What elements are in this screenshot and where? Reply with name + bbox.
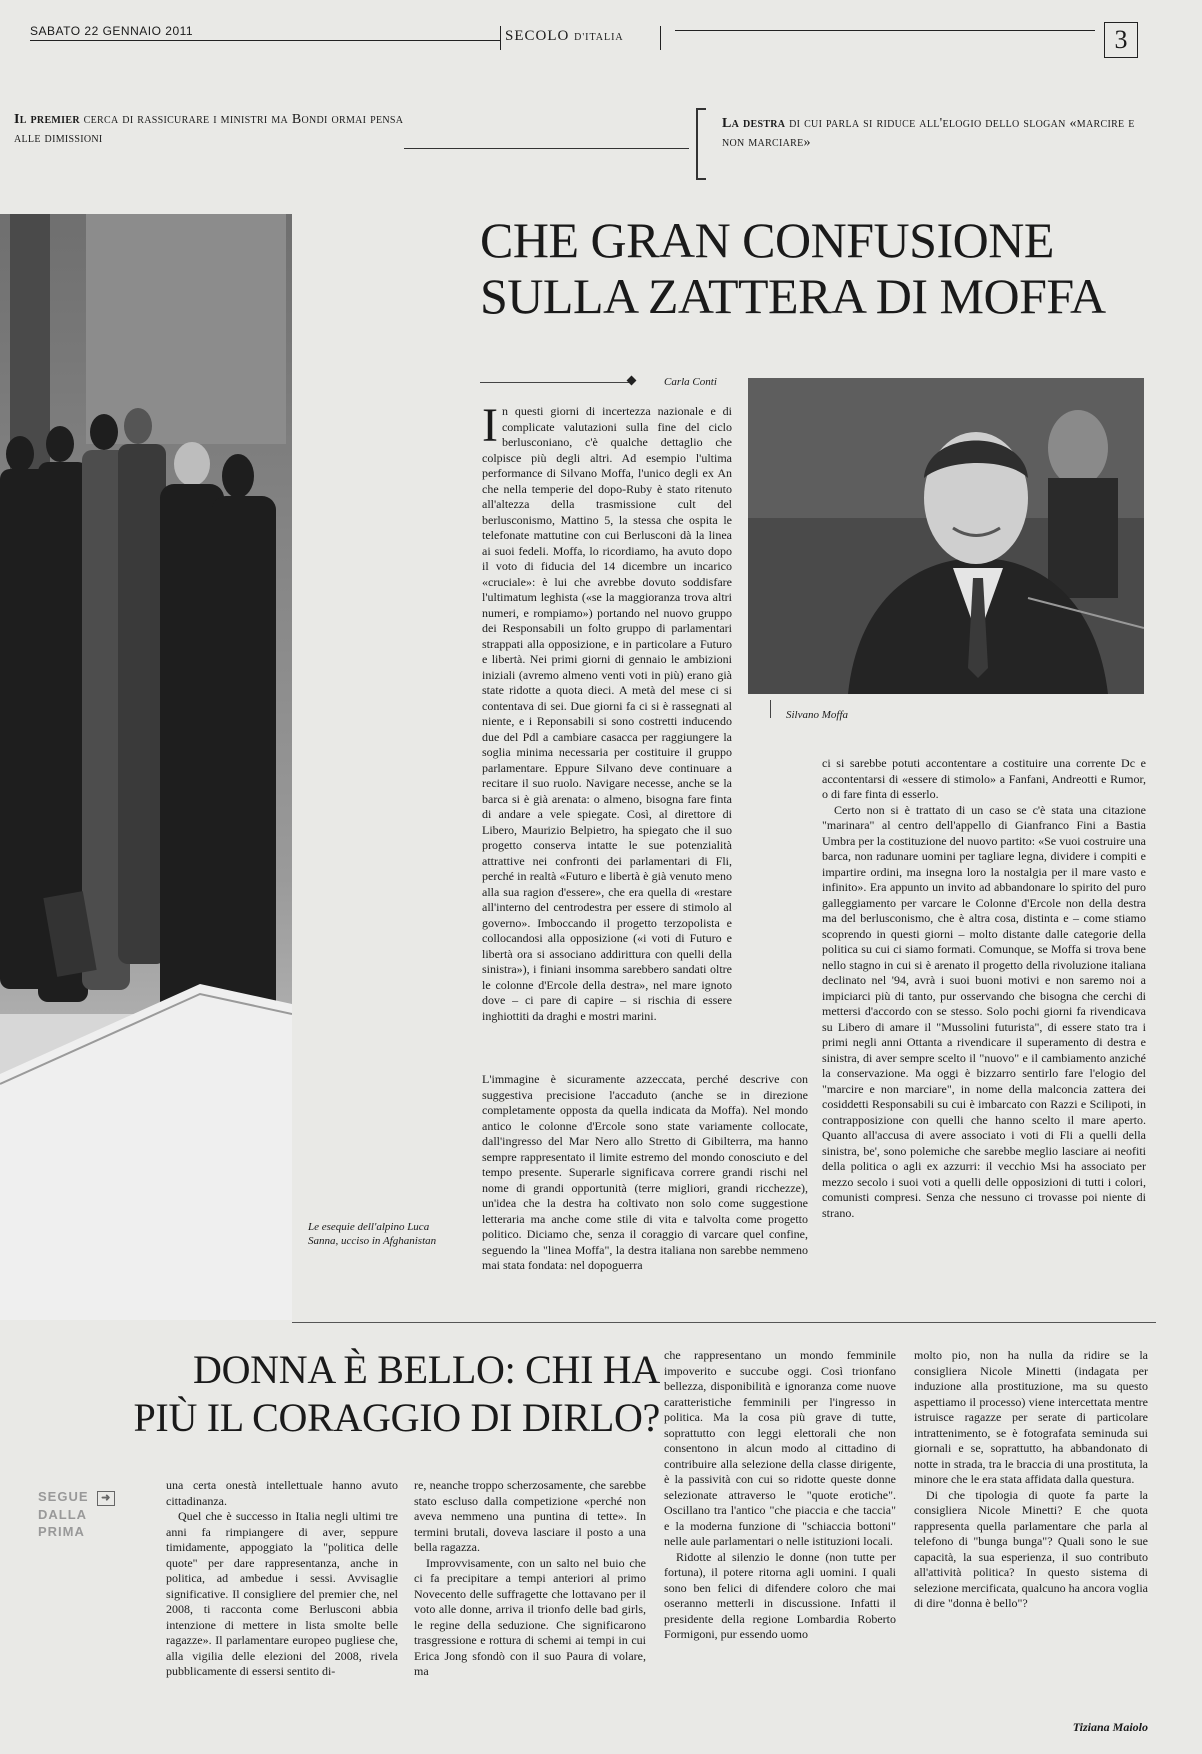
issue-date: SABATO 22 GENNAIO 2011 [30, 24, 194, 38]
byline-rule [480, 382, 630, 383]
kicker-divider [404, 148, 689, 149]
arrow-right-icon: ➜ [97, 1491, 115, 1506]
article1-headline-line1: CHE GRAN CONFUSIONE [480, 212, 1054, 268]
segue-word: SEGUE [38, 1489, 89, 1504]
dropcap: I [482, 399, 498, 452]
page-number: 3 [1104, 22, 1138, 58]
article2-headline [40, 1346, 660, 1442]
header-rule-left-tick [500, 26, 501, 50]
article2-col2-para1: re, neanche troppo scherzosamente, che sarebbe stato escluso dalla competizione «perché non aveva nemmeno una puntina di tette». In termini brutali, doveva lasciare il posto a una bella ragazza. [414, 1478, 646, 1554]
article1-col2-para2: Certo non si è trattato di un caso se c'è stata una citazione "marinara" al centro dell'appello di Gianfranco Fini a Bastia Umbra per la costituzione del nuovo partito: «Se vuoi costruire una barca, non radunare uomini per tagliare legna, dividere i compiti e impartire ordini, ma insegna loro la nostalgia per il mare vasto e infinito». Era appunto un invito ad abbandonare lo spirito del puro galleggiamento per varcare le Colonne d'Ercole non della destra ma del berlusconismo, che è altra cosa, distinta e – come stiamo scoprendo in questi giorni – molto distante dalle categorie della politica su cui ci siamo formati. Comunque, se Moffa si trova bene nello stagno in cui si è arenato il progetto della rivoluzione italiana declinato nel '94, avrà i suoi buoni motivi e non saremo noi a impiciarci più di tanto, pur osservando che bisogna che cerchi di mettersi d'accordo con se stesso. Solo pochi giorni fa rivendicava su Libero di amare il "Mussolini futurista", di essere stato tra i primi negli anni Ottanta a rivendicare il superamento di destra e sinistra, di aver sempre scelto il "nuovo" e il cambiamento anziché la conservazione. Ma oggi è bizzarro sentirlo fare l'elogio del "marcire e non marciare", in nome della malconcia zattera dei cosiddetti Responsabili su cui è imbarcato con Razzi e Scilipoti, in contrapposizione con quelli che hanno scelto il mare aperto. Quanto all'accusa di avere associato i voti di Fli a quelli della sinistra, be', sono polemiche che sarebbe meglio lasciare ai neofiti della politica o agli ex azzurri: il vecchio Msi ha associato per mezzo secolo i suoi voti a quelli delle opposizioni di tutti i colori, comunisti compresi. Senza che nessuno ci trovasse poi niente di strano. [822, 802, 1146, 1220]
article2-column-4 [914, 1348, 1148, 1612]
kicker-right-lead: La destra [722, 116, 786, 131]
segue-label [38, 1488, 115, 1540]
kicker-left-text: cerca di rassicurare i ministri ma Bondi ormai pensa alle dimissioni [14, 112, 404, 146]
moffa-photo-image [748, 378, 1144, 694]
section-divider [292, 1322, 1156, 1323]
article2-headline-line1: DONNA È BELLO: CHI HA [192, 1347, 660, 1392]
article2-col4-para2: Di che tipologia di quote fa parte la consigliera Nicole Minetti? E che quota rappresenta quella parlamentare che parla al telefono di "bunga bunga"? Quali sono le sue capacità, la sua esperienza, il suo contributo all'attività politica? In questo sistema di selezione mercificata, qualcuno ha ancora voglia di dire "donna è bello"? [914, 1487, 1148, 1610]
article1-col2-para1: ci si sarebbe potuti accontentare a costituire una corrente Dc e accontentarsi di «essere di stimolo» a Fanfani, Andreotti e Rumor, o di fare finta di esserlo. [822, 756, 1146, 801]
article1-column-2 [822, 756, 1146, 1221]
article2-col1-para1: una certa onestà intellettuale hanno avuto cittadinanza. [166, 1478, 398, 1508]
article2-column-1 [166, 1478, 398, 1680]
moffa-photo [748, 378, 1144, 694]
byline-diamond [627, 376, 637, 386]
article1-column-1b [482, 1072, 808, 1274]
moffa-photo-caption: Silvano Moffa [786, 709, 849, 721]
newspaper-title [505, 28, 624, 45]
article1-byline: Carla Conti [664, 376, 717, 388]
kicker-left [14, 110, 404, 148]
article2-column-2 [414, 1478, 646, 1680]
newspaper-title-small: D'ITALIA [574, 32, 624, 43]
kicker-right-text: di cui parla si riduce all'elogio dello slogan «marcire e non marciare» [722, 116, 1135, 150]
article2-signature: Tiziana Maiolo [1072, 1720, 1148, 1734]
article2-col2-para2: Improvvisamente, con un salto nel buio che ci fa precipitare a tempi anteriori al primo Novecento delle suffragette che lottavano per il voto alle donne, arriva il trionfo delle bad girls, le regine della seduzione. Che significarono trasgressione e rottura di schemi ai tempi in cui Erica Jong sfondò con il suo Paura di volare, ma [414, 1555, 646, 1678]
article1-col1-para1 [482, 399, 732, 1024]
article2-col3-para1: che rappresentano un mondo femminile impoverito e succube oggi. Così trionfano bellezza, disponibilità e ignoranza come nuove caratteristiche femminili per l'ingresso in politica. Ma la cosa più grave di tutte, soprattutto con leggi elettorali che non consentono in alcun modo al cittadino di contribuire alla selezione della classe dirigente, è la passività con cui so ridotte queste donne selezionate attraverso le "quote erotiche". Oscillano tra l'antico "che piaccia e che taccia" e la moderna funzione di "schiaccia bottoni" nelle aule parlamentari o nelle istituzioni locali. [664, 1348, 896, 1548]
segue-line3: PRIMA [38, 1524, 85, 1539]
funeral-photo-caption: Le esequie dell'alpino Luca Sanna, ucciso in Afghanistan [308, 1221, 437, 1247]
article2-column-3 [664, 1348, 896, 1643]
article2-col4-para1: molto pio, non ha nulla da ridire se la consigliera Nicole Minetti (indagata per induzione alla prostituzione, ma su questo aspettiamo il processo) viene intercettata mentre istruisce ragazze per serate di particolare intrattenimento, se è fotografata seminuda sui giornali e se, soprattutto, ha abbandonato di notte in strada, tra le braccia di una prostituta, la minore che le era stata affidata dalla questura. [914, 1348, 1148, 1486]
funeral-photo-image [0, 214, 292, 1320]
header-rule-left [30, 40, 500, 41]
moffa-caption-rule [770, 700, 771, 718]
header-rule-right [675, 30, 1095, 31]
article2-headline-line2: PIÙ IL CORAGGIO DI DIRLO? [133, 1395, 660, 1440]
header-rule-right-tick [660, 26, 661, 50]
article1-col1-para2: L'immagine è sicuramente azzeccata, perché descrive con suggestiva precisione l'accaduto (anche se in direzione completamente opposta da quella indicata da Moffa). Nel mondo antico le colonne d'Ercole sono state variamente collocate, dall'ingresso del Mar Nero allo Stretto di Gibilterra, ma hanno sempre rappresentato il limite estremo del mondo conosciuto e del tempo presente. Superarle significava correre grandi rischi nel nome di grandi opportunità (terre migliori, grandi ricchezze), un'idea che la destra ha coltivato non solo come suggestione letteraria ma anche come stile di vita e talvolta come progetto politico. Diciamo che, senza il coraggio di varcare quel confine, seguendo la "linea Moffa", la destra italiana non sarebbe nemmeno mai stata fondata: nel dopoguerra [482, 1072, 808, 1272]
kicker-right [722, 114, 1142, 152]
segue-line1 [38, 1488, 115, 1506]
kicker-left-lead: Il premier [14, 112, 80, 127]
funeral-photo [0, 214, 292, 1320]
article1-headline [480, 212, 1160, 324]
article1-headline-line2: SULLA ZATTERA DI MOFFA [480, 268, 1106, 324]
newspaper-title-main: SECOLO [505, 28, 570, 44]
article2-col3-para2: Ridotte al silenzio le donne (non tutte per fortuna), il potere ritorna agli uomini. I quali sono ben felici di difendere coloro che mai oseranno metterli in discussione. Infatti il presidente della regione Lombardia Roberto Formigoni, pur essendo uomo [664, 1549, 896, 1641]
article2-col1-para2: Quel che è successo in Italia negli ultimi tre anni fa rimpiangere di aver, seppure timidamente, appoggiato la "politica delle quote" per dare rappresentanza, anche in politica, ad ambedue i sessi. Avvisaglie significative. Il consigliere del premier che, nel 2008, ti racconta come Berlusconi abbia intenzione di mettere in lista smolte belle ragazze». Il parlamentare europeo pugliese che, alla vigilia delle elezioni del 2008, rivela pubblicamente di essersi sentito di- [166, 1509, 398, 1678]
article1-column-1 [482, 399, 732, 1024]
segue-line2: DALLA [38, 1507, 88, 1522]
article1-col1-para1-text: n questi giorni di incertezza nazionale e di complicate valutazioni sulla fine del ciclo berlusconiano, c'è qualche dettaglio che colpisce più degli altri. Ad esempio l'ultima performance di Silvano Moffa, l'unico degli ex An che nella temperie del dopo-Ruby è stato ritenuto all'altezza della trasmissione cult del berlusconismo, Mattino 5, la stessa che ospita le telefonate mattutine con cui Berlusconi dà la linea ai suoi fedeli. Moffa, lo ricordiamo, ha avuto dopo il voto di fiducia del 14 dicembre un incarico «cruciale»: è lui che avrebbe dovuto soddisfare l'ultimatum leghista («se la maggioranza trova altri numeri, e rompiamo») portando nel nuovo gruppo dei Responsabili un folto gruppo di parlamentari strappati alla opposizione, e in particolare a Futuro e libertà. Nei primi giorni di gennaio le ambizioni iniziali (avremo almeno venti voti in più) erano già state ridotte a quota dieci. A metà del mese ci si contentava di sei. Due giorni fa ci si è rassegnati al niente, e i Reponsabili si sono costretti inducendo due del Pdl a cambiare casacca per raggiungere la soglia minima necessaria per costituire il gruppo parlamentare. Eppure Silvano deve continuare a recitare il suo ruolo. Navigare necesse, anche se la barca si è già arenata: o almeno, bisogna fare finta di andare a vele spiegate. Così, al direttore di Libero, Maurizio Belpietro, ha spiegato che il suo progetto conserva intatte le sue potenzialità attrattive nei confronti dei parlamentari di Fli, perché in realtà «Futuro e libertà è già venuto meno alla sua ragion d'essere», che era quella di «restare all'interno del centrodestra per essere di stimolo al governo». Imboccando il progetto terzopolista e collocandosi alla opposizione («i voti di Futuro e libertà ora si associano addirittura con quelli della sinistra»), i finiani insomma sarebbero sandati oltre le colonne d'Ercole della destra», nel mare ignoto dove – ci pare di capire – si rischia di essere inghiottiti da draghi e mostri marini. [482, 404, 732, 1023]
kicker-bracket [696, 108, 706, 180]
